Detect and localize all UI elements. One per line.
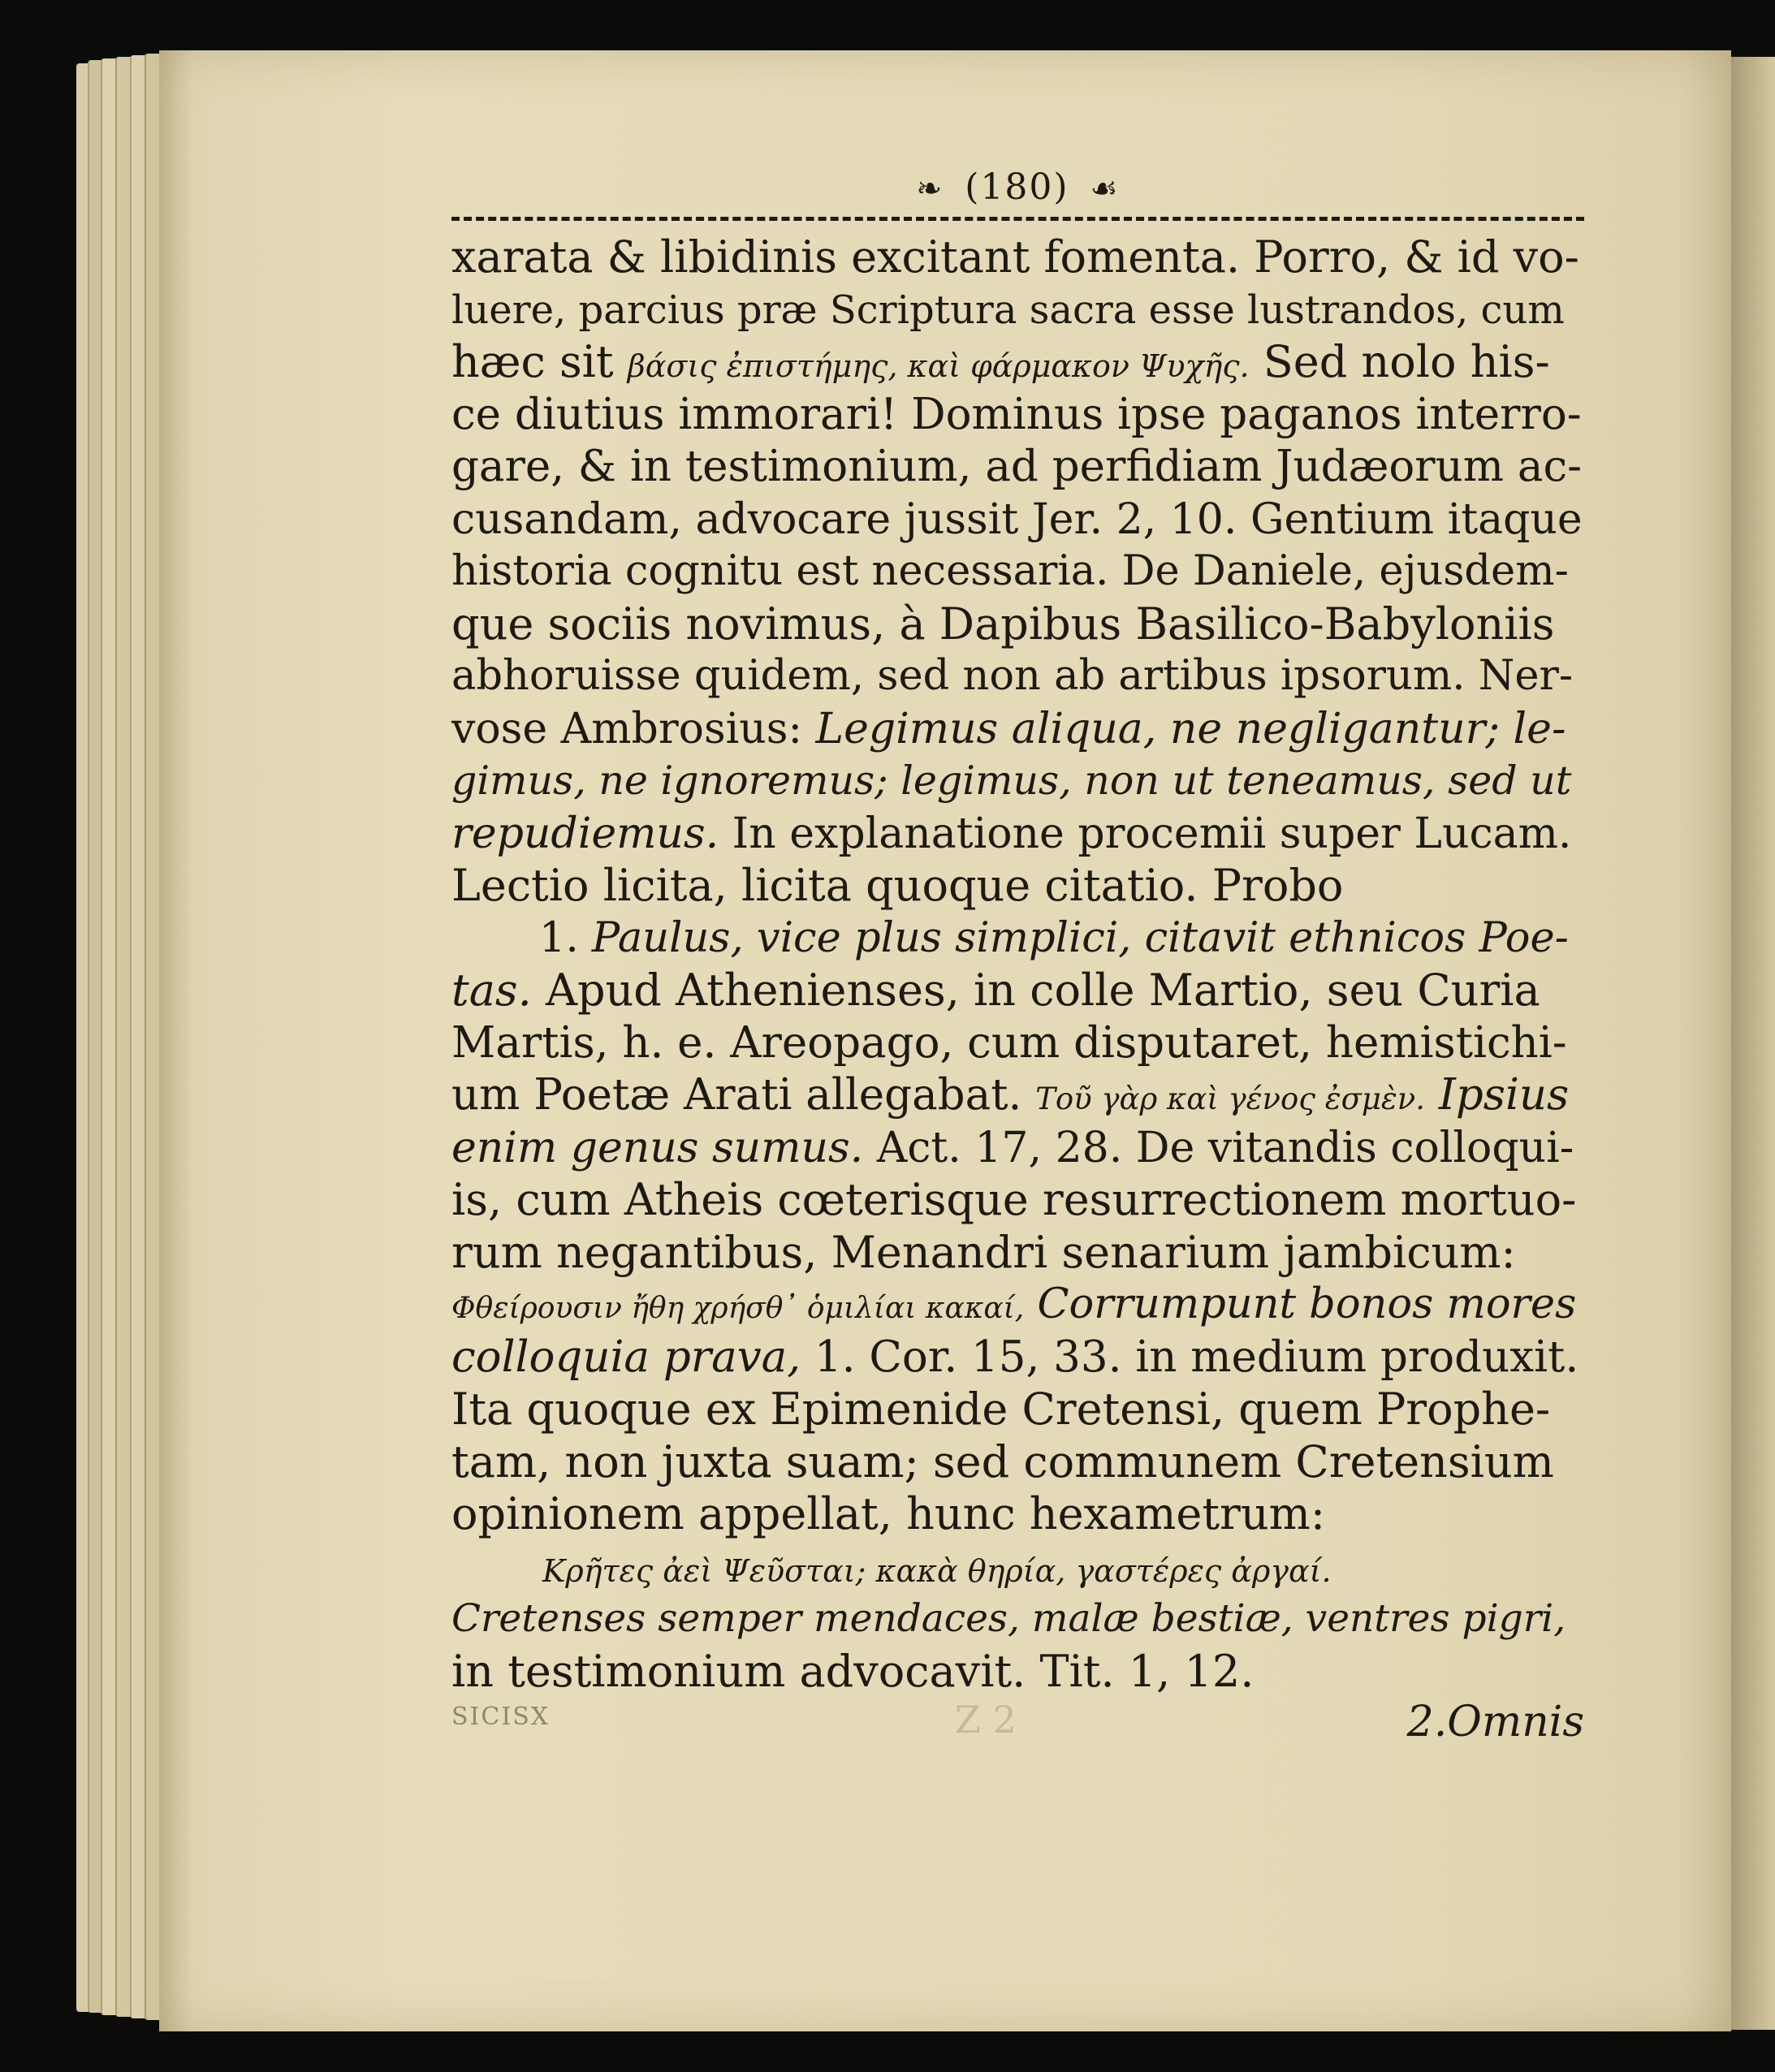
text-line (451, 546, 1584, 598)
text-segment: In explanatione procemii super Lucam. (719, 809, 1572, 858)
text-line (451, 913, 1584, 965)
text-line (451, 1279, 1584, 1332)
text-segment: Martis, h. e. Areopago, cum disputaret, hemistichi- (451, 1017, 1567, 1068)
body-text (451, 231, 1584, 1698)
text-segment: Φθείρουσιν ἤθη χρήσθ᾽ ὁμιλίαι κακαί, (451, 1292, 1025, 1325)
text-segment: repudiemus. (451, 809, 719, 858)
text-segment: que sociis novimus, à Dapibus Basilico-Babyloniis (451, 598, 1555, 650)
text-segment: opinionem appellat, hunc hexametrum: (451, 1488, 1326, 1539)
text-segment: hæc sit (451, 336, 628, 387)
text-line (451, 703, 1584, 756)
text-segment: gimus, ne ignoremus; legimus, non ut teneamus, sed ut (451, 758, 1572, 804)
text-line (451, 598, 1584, 651)
text-segment: Κρῆτες ἀεὶ Ψεῦσται; κακὰ θηρία, γαστέρες ἀργαί. (542, 1552, 1332, 1589)
text-segment: in testimonium advocavit. Tit. 1, 12. (451, 1645, 1255, 1697)
text-segment: historia cognitu est necessaria. De Daniele, ejusdem- (451, 547, 1569, 595)
text-line (451, 1488, 1584, 1541)
text-segment: Lectio licita, licita quoque citatio. Probo (451, 860, 1344, 911)
text-line (451, 1174, 1584, 1227)
text-segment: 1. (539, 913, 592, 962)
ornament-left-icon: ❧ (916, 171, 944, 206)
text-line (451, 965, 1584, 1017)
text-segment: gare, & in testimonium, ad perfidiam Judæorum ac- (451, 442, 1583, 491)
text-segment: tas. (451, 965, 532, 1016)
catchword: 2.Omnis (1406, 1698, 1584, 1746)
text-segment: rum negantibus, Menandri senarium jambicum: (451, 1226, 1516, 1278)
running-header (451, 166, 1584, 214)
text-segment: Cretenses semper mendaces, malæ bestiæ, ventres pigri, (451, 1596, 1566, 1641)
text-line (451, 441, 1584, 494)
ornament-right-icon: ☙ (1090, 171, 1120, 206)
text-line (451, 755, 1584, 808)
text-block (451, 166, 1584, 1755)
text-line (451, 808, 1584, 861)
text-line (451, 1017, 1584, 1070)
text-segment: Apud Athenienses, in colle Martio, seu Curia (531, 965, 1540, 1016)
text-line (451, 860, 1584, 913)
text-segment: enim genus sumus. (451, 1123, 864, 1172)
text-segment: βάσις ἐπιστήμης, καὶ φάρμακον Ψυχῆς. (627, 348, 1250, 384)
text-line (451, 336, 1584, 389)
text-line (451, 1332, 1584, 1384)
text-line (451, 1541, 1584, 1594)
text-line (451, 1069, 1584, 1122)
text-segment: Ipsius (1425, 1070, 1570, 1120)
text-line (451, 1593, 1584, 1646)
text-segment: xarata & libidinis excitant fomenta. Porro, & id vo- (451, 231, 1579, 283)
text-segment: 1. Cor. 15, 33. in medium produxit. (801, 1332, 1579, 1382)
text-segment: um Poetæ Arati allegabat. (451, 1070, 1036, 1120)
signature-mark: Z 2 (955, 1698, 1017, 1742)
text-segment: Act. 17, 28. De vitandis colloqui- (863, 1123, 1574, 1172)
text-line (451, 284, 1584, 337)
text-line (451, 650, 1584, 703)
text-segment: is, cum Atheis cœterisque resurrectionem mortuo- (451, 1174, 1577, 1225)
library-stamp: SICISX (451, 1703, 551, 1731)
text-segment: luere, parcius præ Scriptura sacra esse lustrandos, cum (451, 287, 1565, 333)
text-segment: Paulus, vice plus simplici, citavit ethnicos Poe- (591, 913, 1569, 962)
text-segment: ce diutius immorari! Dominus ipse paganos interro- (451, 389, 1582, 439)
text-segment: abhoruisse quidem, sed non ab artibus ipsorum. Ner- (451, 652, 1574, 700)
text-segment: Τοῦ γὰρ καὶ γένος ἐσμὲν. (1035, 1081, 1426, 1116)
facing-page-edge (1731, 57, 1775, 2030)
text-line (451, 1122, 1584, 1175)
page-footer (451, 1698, 1584, 1755)
text-line (451, 1227, 1584, 1280)
page-number: (180) (965, 166, 1069, 208)
text-segment: Ita quoque ex Epimenide Cretensi, quem Prophe- (451, 1383, 1551, 1435)
text-segment: Corrumpunt bonos mores (1024, 1280, 1577, 1328)
text-line (451, 231, 1584, 284)
text-segment: cusandam, advocare jussit Jer. 2, 10. Gentium itaque (451, 494, 1583, 544)
text-segment: Legimus aliqua, ne negligantur; le- (815, 704, 1566, 753)
header-rule (451, 217, 1584, 221)
text-line (451, 494, 1584, 546)
text-segment: colloquia prava, (451, 1332, 801, 1382)
text-line (451, 389, 1584, 442)
text-line (451, 1646, 1584, 1699)
text-line (451, 1436, 1584, 1489)
text-segment: tam, non juxta suam; sed communem Cretensium (451, 1435, 1554, 1487)
text-segment: vose Ambrosius: (451, 704, 816, 753)
text-segment: Sed nolo his- (1249, 336, 1550, 387)
text-line (451, 1383, 1584, 1436)
